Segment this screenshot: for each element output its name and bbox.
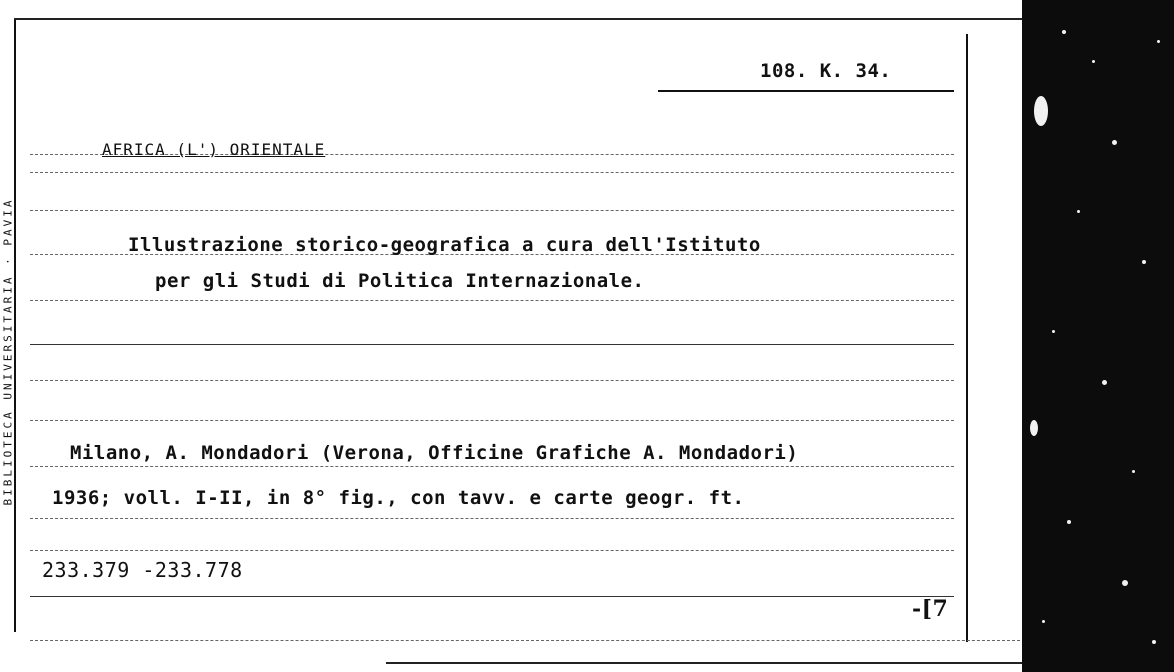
ruled-line <box>30 420 954 421</box>
shelfmark-rule <box>658 90 954 92</box>
scan-speck <box>1122 580 1128 586</box>
scan-speck <box>1092 60 1095 63</box>
ruled-line <box>30 550 954 551</box>
ruled-line <box>30 466 954 467</box>
imprint-line-2: 1936; voll. I-II, in 8° fig., con tavv. e carte geogr. ft. <box>52 487 745 509</box>
ruled-line <box>30 518 954 519</box>
scan-speck <box>1102 380 1107 385</box>
scan-speck <box>1034 96 1048 126</box>
scan-speck <box>1157 40 1160 43</box>
title-line-2: per gli Studi di Politica Internazionale. <box>155 270 645 292</box>
scan-speck <box>1077 210 1080 213</box>
scan-speck <box>1067 520 1071 524</box>
scan-speck <box>1062 30 1066 34</box>
scan-dark-edge <box>1022 0 1174 672</box>
scan-speck <box>1112 140 1117 145</box>
ruled-line <box>30 380 954 381</box>
handwritten-mark: -[7 <box>912 596 949 622</box>
scan-speck <box>1142 260 1146 264</box>
ruled-line <box>30 210 954 211</box>
ruled-line <box>30 344 954 345</box>
shelfmark: 108. K. 34. <box>760 60 892 82</box>
right-border-line <box>966 34 968 642</box>
scan-speck <box>1132 470 1135 473</box>
scan-speck <box>1152 640 1156 644</box>
ruled-line <box>30 172 954 173</box>
scan-speck <box>1030 420 1038 436</box>
imprint-line-1: Milano, A. Mondadori (Verona, Officine Grafiche A. Mondadori) <box>70 442 799 464</box>
left-border-line <box>14 20 16 632</box>
top-border-line <box>14 18 1024 20</box>
library-stamp-strip <box>0 120 14 590</box>
library-stamp-text: BIBLIOTECA UNIVERSITARIA · PAVIA <box>1 197 15 506</box>
inventory-numbers: 233.379 -233.778 <box>42 558 243 582</box>
ruled-line <box>30 300 954 301</box>
scan-speck <box>1052 330 1055 333</box>
title-line-1: Illustrazione storico-geografica a cura dell'Istituto <box>128 234 761 256</box>
subject-heading: AFRICA (L') ORIENTALE <box>102 140 326 159</box>
ruled-line <box>30 596 954 597</box>
ruled-line <box>30 640 1020 641</box>
scan-speck <box>1042 620 1045 623</box>
bottom-edge-line <box>386 662 1022 664</box>
